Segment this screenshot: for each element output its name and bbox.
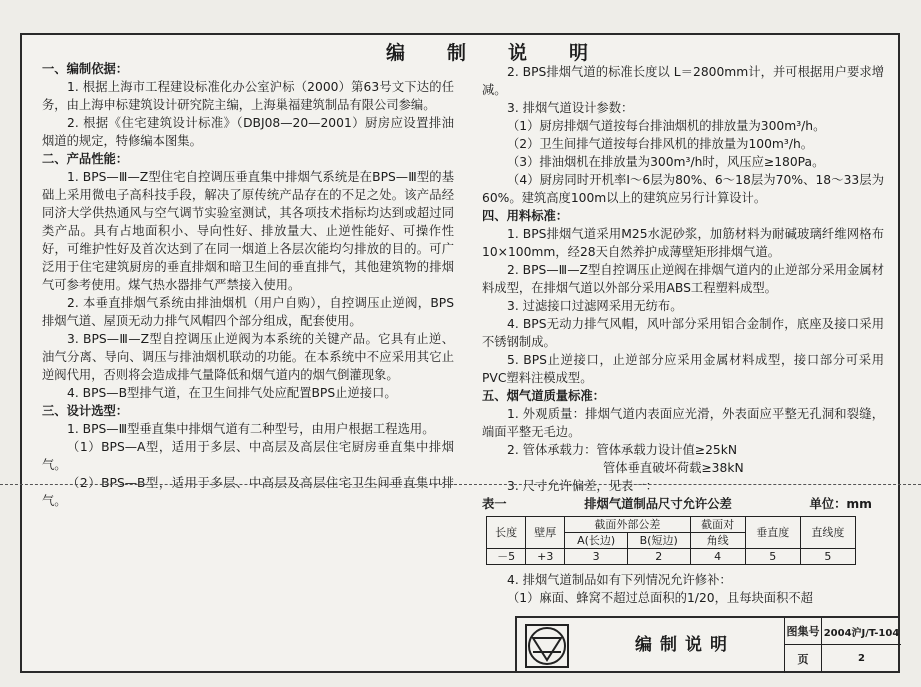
table-cell: 5 [745, 549, 800, 565]
table-header-cell: 长度 [487, 517, 526, 549]
title-block-grid [784, 618, 901, 673]
title-block [515, 616, 900, 673]
scan-crease-line [0, 484, 921, 485]
table-header-cell: 角线 [690, 533, 745, 549]
list-item: （1）麻面、蜂窝不超过总面积的1/20，且每块面积不超 [507, 591, 813, 605]
paragraph: 4. BPS—B型排气道，在卫生间排气处应配置BPS止逆接口。 [67, 386, 397, 400]
table-cell: 4 [690, 549, 745, 565]
table-unit: 单位：mm [809, 497, 872, 511]
paragraph: 2. 本垂直排烟气系统由排油烟机（用户自购），自控调压止逆阀，BPS排烟气道、屋顶无动力排气风帽四个部分组成，配套使用。 [42, 296, 454, 328]
table-cell: 2 [627, 549, 690, 565]
table-row [487, 549, 856, 565]
table-cell: +3 [526, 549, 565, 565]
table-header-cell: A(长边) [565, 533, 628, 549]
tolerance-table [486, 516, 856, 565]
table-header-cell: 截面外部公差 [565, 517, 690, 533]
section-heading-materials: 四、用料标准： [482, 209, 569, 223]
table-cell: 5 [800, 549, 855, 565]
paragraph: （2）BPS—B型，适用于多层、中高层及高层住宅卫生间垂直集中排气。 [42, 476, 454, 508]
section-heading-performance: 二、产品性能： [42, 152, 129, 166]
table-header-cell: 垂直度 [745, 517, 800, 549]
section-heading-selection: 三、设计选型： [42, 404, 129, 418]
paragraph: 管体垂直破坏荷载≥38kN [603, 461, 744, 475]
list-item: （2）卫生间排气道按每台排风机的排放量为100m³/h。 [507, 137, 814, 151]
page-title: 编制说明 [386, 42, 631, 64]
paragraph: 2. 管体承载力：管体承载力设计值≥25kN [507, 443, 738, 457]
table-caption [482, 495, 884, 513]
left-column [42, 60, 454, 510]
list-item: （3）排油烟机在排放量为300m³/h时，风压应≥180Pa。 [507, 155, 825, 169]
paragraph: 1. 根据上海市工程建设标准化办公室沪标（2000）第63号文下达的任务，由上海申标建筑设计研究院主编，上海巢福建筑制品有限公司参编。 [42, 80, 454, 112]
paragraph: 3. 过滤接口过滤网采用无纺布。 [507, 299, 683, 313]
paragraph: 1. BPS—Ⅲ—Z型住宅自控调压垂直集中排烟气系统是在BPS—Ⅲ型的基础上采用微电子高科技手段，解决了原传统产品存在的不足之处。该产品经同济大学供热通风与空气调节实验室测试，其各项技术指标均达到或超过同类产品。具有占地面积小、导向性好、排放量大、止逆性能好、可操作性好，可维护性好及首次达到了在同一烟道上各层次能均匀排放的目的。可广泛用于住宅建筑厨房的垂直排烟和暗卫生间的垂直排气，其他建筑物的排烟气可参考使用。煤气热水器排气严禁接入使用。 [42, 170, 454, 292]
paragraph: 2. 根据《住宅建筑设计标准》（DBJ08—20—2001）厨房应设置排油烟道的规定，特修编本图集。 [42, 116, 454, 148]
section-heading-quality: 五、烟气道质量标准： [482, 389, 605, 403]
paragraph: 4. BPS无动力排气风帽，风叶部分采用铝合金制作，底座及接口采用不锈钢制成。 [482, 317, 884, 349]
table-header-cell: 直线度 [800, 517, 855, 549]
table-header-cell: 截面对 [690, 517, 745, 533]
paragraph: 2. BPS排烟气道的标准长度以 L＝2800mm计，并可根据用户要求增减。 [482, 65, 884, 97]
paragraph: 1. BPS—Ⅲ型垂直集中排烟气道有二种型号，由用户根据工程选用。 [67, 422, 435, 436]
section-heading-basis: 一、编制依据： [42, 62, 129, 76]
table-title: 排烟气道制品尺寸允许公差 [584, 497, 732, 511]
drawing-title: 编制说明 [635, 635, 735, 655]
paragraph: 3. 排烟气道设计参数： [507, 101, 634, 115]
atlas-number-value: 2004沪J/T-104 [823, 627, 900, 639]
paragraph: 2. BPS—Ⅲ—Z型自控调压止逆阀在排烟气道内的止逆部分采用金属材料成型，在排烟气道以外部分采用ABS工程塑料成型。 [482, 263, 884, 295]
list-item: （4）厨房同时开机率Ⅰ～6层为80%、6～18层为70%、18～33层为60%。建筑高度100m以上的建筑应另行计算设计。 [482, 173, 884, 205]
table-label: 表一 [482, 497, 507, 511]
publisher-logo-icon [523, 622, 571, 670]
page-number: 2 [858, 653, 865, 664]
list-item: （1）厨房排烟气道按每台排油烟机的排放量为300m³/h。 [507, 119, 826, 133]
table-header-cell: 壁厚 [526, 517, 565, 549]
paragraph: 3. 尺寸允许偏差，见表一： [507, 479, 658, 493]
atlas-number-label: 图集号 [785, 618, 822, 644]
right-column [482, 63, 884, 607]
paragraph: （1）BPS—A型，适用于多层、中高层及高层住宅厨房垂直集中排烟气。 [42, 440, 454, 472]
paragraph: 3. BPS—Ⅲ—Z型自控调压止逆阀为本系统的关键产品。它具有止逆、油气分离、导向、调压与排油烟机联动的功能。在本系统中不应采用其它止逆阀代用，否则将会造成排气量降低和烟气道内的烟气倒灌现象。 [42, 332, 454, 382]
paragraph: 4. 排烟气道制品如有下列情况允许修补： [507, 573, 732, 587]
table-header-cell: B(短边) [627, 533, 690, 549]
paragraph: 5. BPS止逆接口，止逆部分应采用金属材料成型，接口部分可采用PVC塑料注模成型。 [482, 353, 884, 385]
page-label: 页 [785, 645, 822, 672]
paragraph: 1. BPS排烟气道采用M25水泥砂浆，加筋材料为耐碱玻璃纤维网格布10×100mm，经28天自然养护成薄壁矩形排烟气道。 [482, 227, 884, 259]
table-cell: 3 [565, 549, 628, 565]
paragraph: 1. 外观质量：排烟气道内表面应光滑，外表面应平整无孔洞和裂缝，端面平整无毛边。 [482, 407, 884, 439]
table-cell: －5 [487, 549, 526, 565]
